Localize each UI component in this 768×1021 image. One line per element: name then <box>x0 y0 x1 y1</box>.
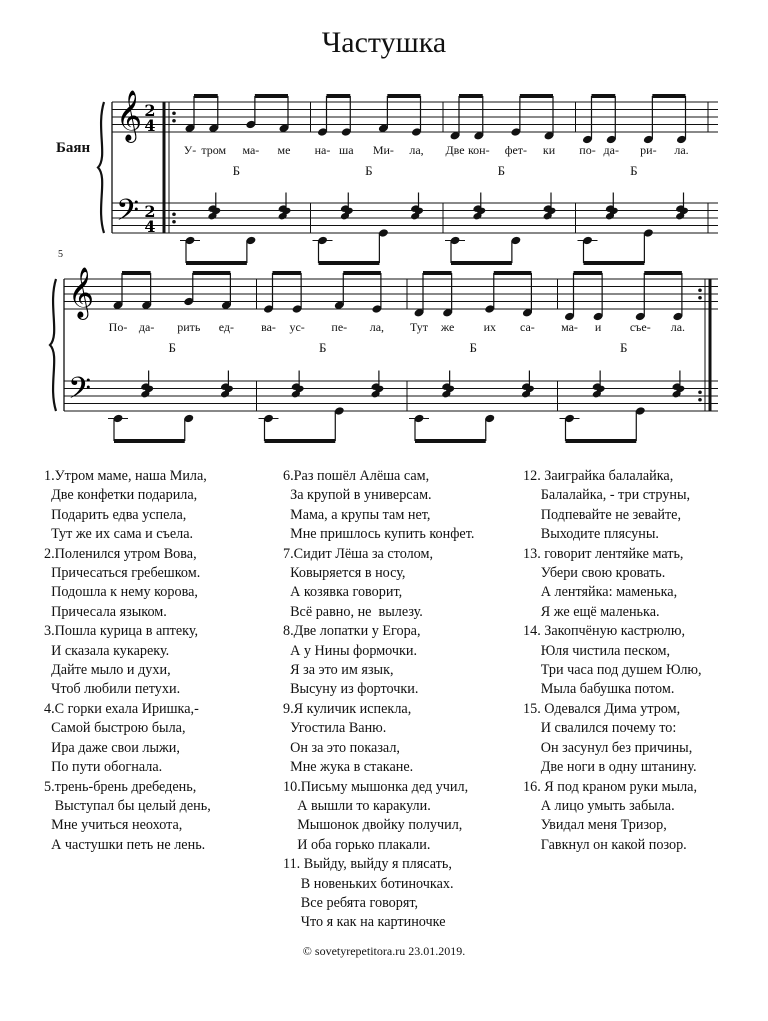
verse-line: Чтоб любили петухи. <box>44 681 181 698</box>
verse-line: Он засунул без причины, <box>523 739 693 756</box>
repeat-dot <box>698 296 702 300</box>
lyric-syllable: ва- <box>261 320 276 334</box>
verse-line: 15. Одевался Дима утром, <box>523 700 681 717</box>
chord-label: Б <box>630 163 638 178</box>
verses-column-2 <box>283 467 474 933</box>
bass-clef: 𝄢 <box>116 194 140 235</box>
lyric-syllable: ед- <box>218 320 235 334</box>
verses-column-1 <box>44 467 211 855</box>
verse-line: Подарить едва успела, <box>44 506 187 523</box>
lyric-syllable: Ми- <box>372 143 394 157</box>
treble-clef: 𝄞 <box>68 267 95 318</box>
verse-line: Две конфетки подарила, <box>44 487 198 504</box>
lyric-syllable: По- <box>108 320 128 334</box>
lyric-syllable: Две <box>445 143 465 157</box>
lyric-syllable: кон- <box>467 143 490 157</box>
verse-line: Мне жука в стакане. <box>283 759 414 776</box>
verse-line: Убери свою кровать. <box>523 565 666 582</box>
verse-line: Мне учиться неохота, <box>44 817 183 834</box>
verse-line: Высуну из форточки. <box>283 681 419 698</box>
verse-line: Выходите плясуны. <box>523 526 659 543</box>
measure-number: 5 <box>58 249 63 260</box>
lyric-syllable: фет- <box>504 143 528 157</box>
time-signature-bottom: 4 <box>144 116 156 135</box>
verse-line: А лентяйка: маменька, <box>523 584 678 601</box>
verse-line: 5.трень-брень дребедень, <box>44 778 197 795</box>
lyric-syllable: У- <box>183 143 197 157</box>
lyric-syllable: пе- <box>331 320 348 334</box>
lyric-syllable: ша <box>338 143 354 157</box>
verse-line: И свалился почему то: <box>523 720 677 737</box>
verse-line: Всё равно, не вылезу. <box>283 603 423 620</box>
verse-line: 2.Поленился утром Вова, <box>44 545 197 562</box>
repeat-dot <box>698 398 702 402</box>
lyric-syllable: ус- <box>289 320 305 334</box>
verse-line: Выступал бы целый день, <box>44 797 211 814</box>
lyric-syllable: ри- <box>640 143 657 157</box>
verse-line: 1.Утром маме, наша Мила, <box>44 468 207 484</box>
page-title: Частушка <box>321 26 447 59</box>
lyric-syllable: ла. <box>674 143 689 157</box>
bass-clef: 𝄢 <box>68 372 92 413</box>
verse-line: И оба горько плакали. <box>283 836 431 853</box>
lyric-syllable: ме <box>277 143 291 157</box>
verse-line: Что я как на картиночке <box>283 914 446 931</box>
verse-line: Мама, а крупы там нет, <box>283 506 431 523</box>
chord-label: Б <box>318 340 327 355</box>
verse-line: Три часа под душем Юлю, <box>523 662 702 679</box>
chord-label: Б <box>497 163 506 178</box>
chord-label: Б <box>365 163 373 178</box>
chord-label: Б <box>168 340 176 355</box>
lyric-syllable: да- <box>603 143 619 157</box>
treble-clef: 𝄞 <box>116 90 143 141</box>
verse-line: Балалайка, - три струны, <box>523 487 691 504</box>
lyric-syllable: и <box>594 320 602 334</box>
verse-line: А частушки петь не лень. <box>44 836 206 853</box>
chord-label: Б <box>232 163 241 178</box>
verse-line: Я за это им язык, <box>283 662 394 679</box>
lyric-syllable: по- <box>579 143 596 157</box>
verse-line: Угостила Ваню. <box>283 720 387 737</box>
verse-line: А вышли то каракули. <box>283 797 431 814</box>
verse-line: Он за это показал, <box>283 739 400 756</box>
music-score <box>0 0 768 460</box>
verse-line: А козявка говорит, <box>283 584 403 601</box>
verse-line: Ира даже свои лыжи, <box>44 739 180 756</box>
lyric-syllable: же <box>440 320 455 334</box>
staff-brace <box>50 279 56 411</box>
time-signature-top: 2 <box>144 202 156 221</box>
verse-line: 11. Выйду, выйду я плясать, <box>283 856 452 873</box>
lyric-syllable: са- <box>520 320 535 334</box>
lyric-syllable: да- <box>138 320 155 334</box>
lyric-syllable: ки <box>542 143 556 157</box>
verse-line: Самой быстрою была, <box>44 720 186 737</box>
verse-line: 6.Раз пошёл Алёша сам, <box>283 468 430 484</box>
verse-line: А у Нины формочки. <box>283 642 418 659</box>
verse-line: 3.Пошла курица в аптеку, <box>44 623 199 640</box>
time-signature-top: 2 <box>144 101 156 120</box>
lyric-syllable: ла, <box>369 320 385 334</box>
lyric-syllable: съе- <box>629 320 651 334</box>
repeat-dot <box>172 119 176 123</box>
time-signature-bottom: 4 <box>144 217 156 236</box>
verse-line: 10.Письму мышонка дед учил, <box>283 778 469 795</box>
repeat-dot <box>172 212 176 216</box>
verse-line: 8.Две лопатки у Егора, <box>283 623 421 640</box>
lyric-syllable: ла. <box>670 320 686 334</box>
lyric-syllable: на- <box>314 143 331 157</box>
chord-label: Б <box>469 340 477 355</box>
verse-line: В новеньких ботиночках. <box>283 875 454 892</box>
verse-line: Мышонок двойку получил, <box>283 817 463 834</box>
verse-line: 7.Сидит Лёша за столом, <box>283 545 434 562</box>
lyric-syllable: ма- <box>561 320 578 334</box>
verse-line: И сказала кукареку. <box>44 642 170 659</box>
verse-line: Увидал меня Тризор, <box>523 817 667 834</box>
verse-line: Ковыряется в носу, <box>283 565 406 582</box>
repeat-dot <box>172 220 176 224</box>
verse-line: Причесала языком. <box>44 603 167 620</box>
verse-line: 13. говорит лентяйке мать, <box>523 545 684 562</box>
chord-label: Б <box>619 340 628 355</box>
lyric-syllable: рить <box>177 320 201 334</box>
verse-line: Дайте мыло и духи, <box>44 662 171 679</box>
verse-line: Тут же их сама и съела. <box>44 526 194 543</box>
verse-line: Мне пришлось купить конфет. <box>283 526 475 543</box>
verse-line: 16. Я под краном руки мыла, <box>523 778 698 795</box>
verse-line: 4.С горки ехала Иришка,- <box>44 700 199 717</box>
verse-line: Две ноги в одну штанину. <box>523 759 697 776</box>
lyric-syllable: их <box>483 320 496 334</box>
verses-column-3 <box>523 467 702 855</box>
verse-line: Мыла бабушка потом. <box>523 681 675 698</box>
verse-line: Подошла к нему корова, <box>44 584 198 601</box>
repeat-dot <box>698 390 702 394</box>
repeat-dot <box>172 111 176 115</box>
repeat-dot <box>698 288 702 292</box>
lyric-syllable: Тут <box>410 320 428 334</box>
lyric-syllable: тром <box>201 143 227 157</box>
verse-line: Все ребята говорят, <box>283 894 419 911</box>
verse-line: 14. Закопчёную кастрюлю, <box>523 623 686 640</box>
verse-line: 9.Я куличик испекла, <box>283 700 412 717</box>
verse-line: За крупой в универсам. <box>283 487 432 504</box>
verse-line: Юля чистила песком, <box>523 642 671 659</box>
verse-line: Гавкнул он какой позор. <box>523 836 687 853</box>
verse-line: 12. Заиграйка балалайка, <box>523 468 674 484</box>
verse-line: Подпевайте не зевайте, <box>523 506 682 523</box>
lyric-syllable: ла, <box>409 143 424 157</box>
verse-line: По пути обогнала. <box>44 759 163 776</box>
verse-line: А лицо умыть забыла. <box>523 797 675 814</box>
lyric-syllable: ма- <box>242 143 260 157</box>
copyright-footer: © sovetyrepetitora.ru 23.01.2019. <box>302 944 466 958</box>
staff-brace <box>98 102 104 233</box>
instrument-label: Баян <box>56 140 91 156</box>
verse-line: Я же ещё маленька. <box>523 603 660 620</box>
verse-line: Причесаться гребешком. <box>44 565 201 582</box>
